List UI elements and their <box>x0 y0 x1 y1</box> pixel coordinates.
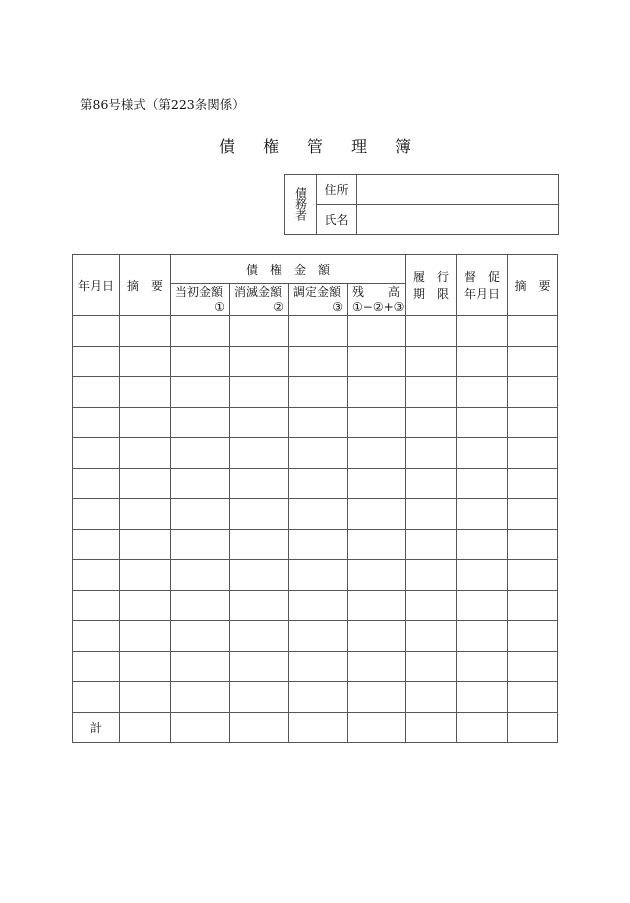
table-cell[interactable] <box>289 682 348 713</box>
total-cell[interactable] <box>508 712 558 743</box>
title-char: 管 <box>306 137 323 156</box>
table-row <box>73 560 558 591</box>
form-number: 第86号様式（第223条関係） <box>80 97 245 112</box>
address-label: 住所 <box>317 175 357 205</box>
table-cell[interactable] <box>457 468 508 499</box>
table-cell[interactable] <box>289 651 348 682</box>
table-cell[interactable] <box>406 560 457 591</box>
table-cell[interactable] <box>348 346 406 377</box>
table-cell[interactable] <box>406 529 457 560</box>
table-row <box>73 651 558 682</box>
debtor-label: 債務者 <box>285 175 317 235</box>
table-cell[interactable] <box>120 590 171 621</box>
table-cell[interactable] <box>230 560 289 591</box>
title-char: 債 <box>218 137 235 156</box>
table-cell[interactable] <box>406 499 457 530</box>
header-due-date: 履 行 期 限 <box>406 255 457 316</box>
table-cell[interactable] <box>120 346 171 377</box>
table-cell[interactable] <box>457 560 508 591</box>
total-row <box>73 712 558 743</box>
title-char: 簿 <box>395 137 412 156</box>
table-cell[interactable] <box>73 468 120 499</box>
table-cell[interactable] <box>348 499 406 530</box>
table-cell[interactable] <box>289 499 348 530</box>
header-balance: 残 高 ①−②+③ <box>348 284 406 316</box>
table-cell[interactable] <box>406 377 457 408</box>
table-row <box>73 377 558 408</box>
table-cell[interactable] <box>171 346 230 377</box>
table-cell[interactable] <box>406 346 457 377</box>
table-cell[interactable] <box>73 377 120 408</box>
table-cell[interactable] <box>120 468 171 499</box>
table-cell[interactable] <box>230 407 289 438</box>
table-cell[interactable] <box>508 590 558 621</box>
table-cell[interactable] <box>508 468 558 499</box>
table-cell[interactable] <box>120 499 171 530</box>
table-cell[interactable] <box>457 590 508 621</box>
table-cell[interactable] <box>73 407 120 438</box>
table-cell[interactable] <box>120 438 171 469</box>
table-cell[interactable] <box>171 682 230 713</box>
table-cell[interactable] <box>406 316 457 347</box>
table-cell[interactable] <box>457 438 508 469</box>
table-cell[interactable] <box>230 621 289 652</box>
table-cell[interactable] <box>289 560 348 591</box>
table-cell[interactable] <box>457 529 508 560</box>
table-cell[interactable] <box>289 377 348 408</box>
table-cell[interactable] <box>508 407 558 438</box>
header-demand-date: 督 促 年月日 <box>457 255 508 316</box>
table-cell[interactable] <box>120 651 171 682</box>
table-cell[interactable] <box>508 316 558 347</box>
table-cell[interactable] <box>120 621 171 652</box>
table-cell[interactable] <box>73 590 120 621</box>
header-date: 年月日 <box>73 255 120 316</box>
table-cell[interactable] <box>73 316 120 347</box>
table-cell[interactable] <box>230 468 289 499</box>
table-row <box>73 590 558 621</box>
table-cell[interactable] <box>171 560 230 591</box>
table-cell[interactable] <box>457 682 508 713</box>
table-cell[interactable] <box>171 590 230 621</box>
table-cell[interactable] <box>406 621 457 652</box>
table-cell[interactable] <box>171 621 230 652</box>
name-field[interactable] <box>357 205 559 235</box>
total-cell[interactable] <box>348 712 406 743</box>
table-cell[interactable] <box>348 377 406 408</box>
total-cell[interactable] <box>457 712 508 743</box>
table-cell[interactable] <box>73 438 120 469</box>
table-cell[interactable] <box>289 346 348 377</box>
table-cell[interactable] <box>73 651 120 682</box>
page-title <box>0 134 630 157</box>
table-cell[interactable] <box>171 438 230 469</box>
table-cell[interactable] <box>171 499 230 530</box>
header-adjusted-amount: 調定金額 ③ <box>289 284 348 316</box>
table-row <box>73 438 558 469</box>
total-cell[interactable] <box>230 712 289 743</box>
header-summary-2: 摘 要 <box>508 255 558 316</box>
table-cell[interactable] <box>348 468 406 499</box>
table-cell[interactable] <box>457 377 508 408</box>
table-cell[interactable] <box>406 590 457 621</box>
table-cell[interactable] <box>348 438 406 469</box>
table-cell[interactable] <box>289 407 348 438</box>
table-cell[interactable] <box>230 316 289 347</box>
table-row <box>73 346 558 377</box>
table-cell[interactable] <box>73 346 120 377</box>
table-cell[interactable] <box>457 499 508 530</box>
table-cell[interactable] <box>230 346 289 377</box>
table-cell[interactable] <box>348 560 406 591</box>
table-cell[interactable] <box>120 377 171 408</box>
table-cell[interactable] <box>289 468 348 499</box>
table-cell[interactable] <box>171 651 230 682</box>
table-row <box>73 529 558 560</box>
table-row <box>73 621 558 652</box>
table-row <box>73 468 558 499</box>
table-cell[interactable] <box>508 346 558 377</box>
table-cell[interactable] <box>348 621 406 652</box>
table-cell[interactable] <box>289 316 348 347</box>
table-cell[interactable] <box>289 590 348 621</box>
table-cell[interactable] <box>289 529 348 560</box>
table-cell[interactable] <box>230 682 289 713</box>
table-cell[interactable] <box>348 407 406 438</box>
total-cell[interactable] <box>120 712 171 743</box>
table-cell[interactable] <box>406 682 457 713</box>
title-char: 権 <box>262 137 279 156</box>
table-cell[interactable] <box>457 621 508 652</box>
table-cell[interactable] <box>508 651 558 682</box>
debtor-table <box>284 174 559 235</box>
header-claim-amount: 債 権 金 額 <box>171 255 406 284</box>
table-cell[interactable] <box>171 468 230 499</box>
table-row <box>73 407 558 438</box>
table-cell[interactable] <box>508 621 558 652</box>
table-cell[interactable] <box>457 316 508 347</box>
table-cell[interactable] <box>230 499 289 530</box>
table-cell[interactable] <box>120 560 171 591</box>
table-cell[interactable] <box>230 651 289 682</box>
table-cell[interactable] <box>73 682 120 713</box>
table-cell[interactable] <box>457 651 508 682</box>
table-cell[interactable] <box>406 438 457 469</box>
table-cell[interactable] <box>120 316 171 347</box>
table-cell[interactable] <box>120 682 171 713</box>
table-cell[interactable] <box>508 438 558 469</box>
ledger-table <box>72 254 558 743</box>
table-cell[interactable] <box>230 529 289 560</box>
table-row <box>73 316 558 347</box>
table-cell[interactable] <box>457 346 508 377</box>
table-cell[interactable] <box>508 529 558 560</box>
table-cell[interactable] <box>348 529 406 560</box>
table-cell[interactable] <box>508 560 558 591</box>
table-cell[interactable] <box>406 407 457 438</box>
table-cell[interactable] <box>171 529 230 560</box>
header-extinguished-amount: 消滅金額 ② <box>230 284 289 316</box>
total-label: 計 <box>73 712 120 743</box>
title-char: 理 <box>351 137 368 156</box>
header-initial-amount: 当初金額 ① <box>171 284 230 316</box>
table-cell[interactable] <box>348 651 406 682</box>
table-cell[interactable] <box>406 468 457 499</box>
table-cell[interactable] <box>508 499 558 530</box>
table-cell[interactable] <box>457 407 508 438</box>
table-cell[interactable] <box>73 560 120 591</box>
address-field[interactable] <box>357 175 559 205</box>
table-cell[interactable] <box>406 651 457 682</box>
table-cell[interactable] <box>348 682 406 713</box>
table-cell[interactable] <box>348 590 406 621</box>
table-cell[interactable] <box>171 407 230 438</box>
table-row <box>73 682 558 713</box>
table-cell[interactable] <box>289 438 348 469</box>
table-cell[interactable] <box>230 438 289 469</box>
table-cell[interactable] <box>289 621 348 652</box>
header-summary: 摘 要 <box>120 255 171 316</box>
table-cell[interactable] <box>73 529 120 560</box>
table-row <box>73 499 558 530</box>
table-cell[interactable] <box>171 316 230 347</box>
table-cell[interactable] <box>508 682 558 713</box>
table-cell[interactable] <box>73 499 120 530</box>
table-cell[interactable] <box>120 529 171 560</box>
table-cell[interactable] <box>348 316 406 347</box>
total-cell[interactable] <box>289 712 348 743</box>
table-cell[interactable] <box>120 407 171 438</box>
name-label: 氏名 <box>317 205 357 235</box>
total-cell[interactable] <box>171 712 230 743</box>
table-cell[interactable] <box>171 377 230 408</box>
total-cell[interactable] <box>406 712 457 743</box>
table-cell[interactable] <box>73 621 120 652</box>
table-cell[interactable] <box>508 377 558 408</box>
table-cell[interactable] <box>230 590 289 621</box>
table-cell[interactable] <box>230 377 289 408</box>
